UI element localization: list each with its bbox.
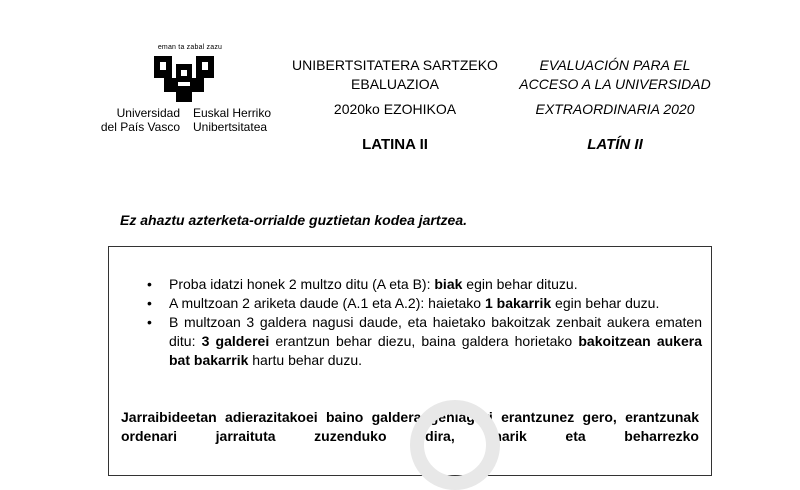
bullet-icon: • [147, 276, 152, 292]
header-eu-title-line1: UNIBERTSITATERA SARTZEKO [292, 57, 498, 73]
header-basque [290, 56, 500, 154]
header-es-subject: LATÍN II [587, 136, 643, 153]
university-logo [80, 44, 290, 139]
instruction-item-3 [147, 313, 702, 370]
logo-motto: eman ta zabal zazu [157, 44, 223, 51]
bullet-icon: • [147, 314, 152, 330]
instruction-emphasis: 3 galderei [201, 333, 270, 349]
instruction-text: B multzoan 3 galdera nagusi daude, eta haietako bakoitzak zenbait aukera ematen ditu: [169, 314, 702, 349]
logo-name-es [80, 106, 180, 134]
logo-name-es-line2: del País Vasco [100, 120, 180, 134]
watermark-icon [410, 400, 500, 490]
header-es-title-line1: EVALUACIÓN PARA EL [539, 57, 691, 73]
code-reminder: Ez ahaztu azterketa-orrialde guztietan kodea jartzea. [120, 212, 467, 228]
instruction-emphasis: bakoitzean aukera bat bakarrik [169, 333, 702, 368]
university-emblem-icon [150, 52, 218, 104]
logo-name-eu-line2: Unibertsitatea [193, 120, 268, 134]
instruction-text: egin behar duzu. [551, 295, 660, 311]
logo-name-es-line1: Universidad [116, 106, 180, 120]
instruction-emphasis: 1 bakarrik [484, 295, 552, 311]
header-spanish [515, 56, 715, 154]
header-eu-title-line2: EBALUAZIOA [351, 76, 439, 92]
header-eu-year: 2020ko EZOHIKOA [333, 101, 457, 117]
bullet-icon: • [147, 295, 152, 311]
instruction-emphasis: biak [434, 276, 463, 292]
header-es-title-line2: ACCESO A LA UNIVERSIDAD [519, 76, 711, 92]
instruction-item-2 [147, 294, 702, 313]
logo-name-eu-line1: Euskal Herriko [193, 106, 272, 120]
header-eu-subject: LATINA II [362, 136, 428, 153]
instruction-text: erantzun behar diezu, baina galdera horietako [269, 333, 579, 349]
instruction-text: egin behar dituzu. [462, 276, 578, 292]
instruction-item-1 [147, 275, 702, 294]
instruction-text: hartu behar duzu. [248, 352, 363, 368]
instruction-text: Proba idatzi honek 2 multzo ditu (A eta B): [169, 276, 435, 292]
instruction-text: A multzoan 2 ariketa daude (A.1 eta A.2): haietako [169, 295, 485, 311]
instructions-paragraph: Jarraibideetan adierazitakoei baino galdera gehiagori erantzunez gero, erantzunak ordenari jarraituta zuzenduko dira, harik eta beharrezko [121, 409, 699, 444]
logo-name-eu [193, 106, 303, 134]
header-es-year: EXTRAORDINARIA 2020 [535, 101, 695, 117]
instructions-list [147, 275, 702, 370]
